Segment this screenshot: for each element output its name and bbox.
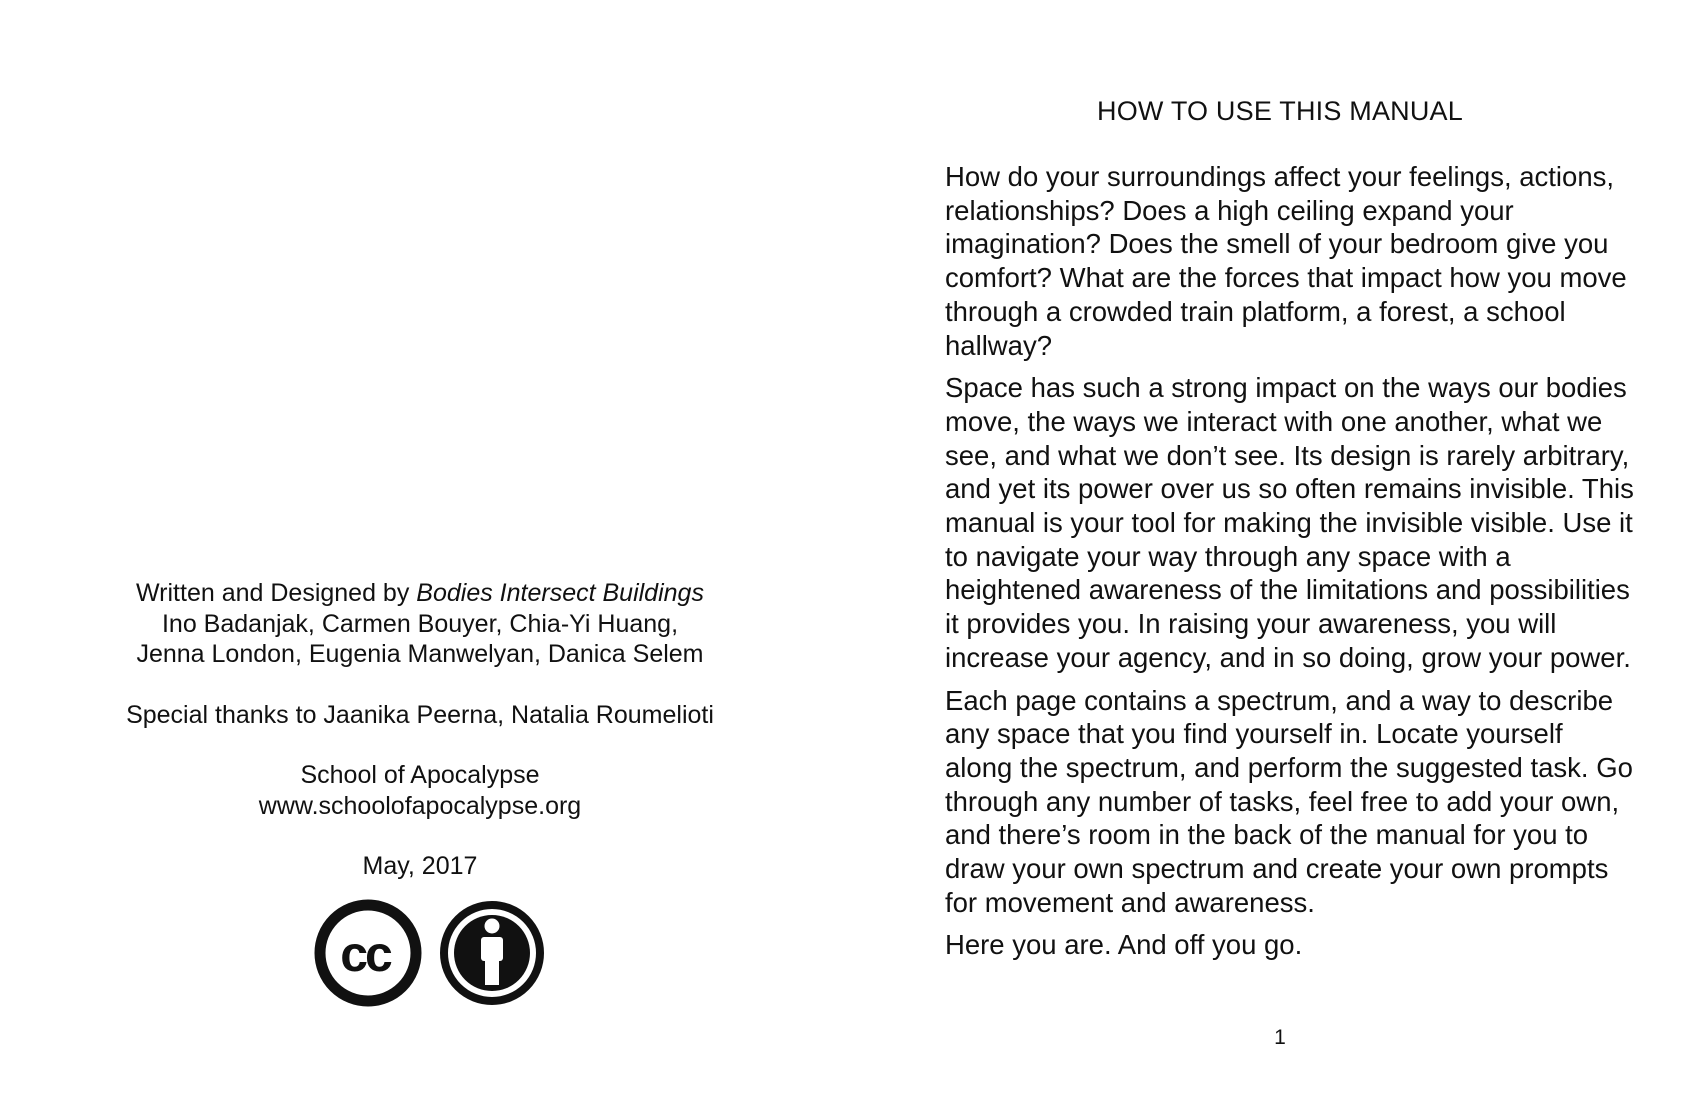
manual-title: HOW TO USE THIS MANUAL xyxy=(1097,96,1463,126)
written-by-prefix: Written and Designed by xyxy=(136,579,417,607)
special-thanks: Special thanks to Jaanika Peerna, Natalia Roumelioti xyxy=(126,700,714,729)
org-url: www.schoolofapocalypse.org xyxy=(258,791,582,820)
collective-name: Bodies Intersect Buildings xyxy=(416,579,704,607)
creative-commons-cc-icon xyxy=(320,905,416,1001)
space-impact-paragraph: Space has such a strong impact on the ways our bodies move, the ways we interact with one another, what we see, and what we don’t see. Its design is rarely arbitrary, and yet its power over us so often remains invisible. This manual is your tool for making the invisible visible. Use it to navigate your way through any space with a heightened awareness of the limitations and possibilities it provides you. In raising your awareness, you will increase your agency, and in so doing, grow your power. xyxy=(945,372,1634,673)
cc-letters: cc xyxy=(340,926,390,982)
spacer xyxy=(100,821,740,851)
spacer xyxy=(100,730,740,760)
closing-paragraph: Here you are. And off you go. xyxy=(945,929,1303,961)
page-number: 1 xyxy=(1274,1026,1286,1049)
authors-line-1: Ino Badanjak, Carmen Bouyer, Chia-Yi Huang, xyxy=(161,609,679,638)
spacer xyxy=(100,670,740,700)
credits-block xyxy=(100,578,740,882)
license-badges xyxy=(312,897,548,1009)
org-name: School of Apocalypse xyxy=(300,761,540,789)
authors-line-2: Jenna London, Eugenia Manwelyan, Danica Selem xyxy=(136,640,704,668)
spectrum-paragraph: Each page contains a spectrum, and a way to describe any space that you find yourself in. Locate yourself along the spectrum, and perform the suggested task. Go through any number of tasks, feel free to add your own, and there’s room in the back of the manual for you to draw your own spectrum and create your own prompts for movement and awareness. xyxy=(945,684,1633,918)
creative-commons-attribution-icon xyxy=(444,905,540,1001)
written-by-line xyxy=(100,578,740,609)
publication-date: May, 2017 xyxy=(362,852,478,880)
intro-paragraph: How do your surroundings affect your feelings, actions, relationships? Does a high ceiling expand your imagination? Does the smell of your bedroom give you comfort? What are the forces that impact how you move through a crowded train platform, a forest, a school hallway? xyxy=(945,161,1627,361)
manual-body xyxy=(945,160,1635,971)
